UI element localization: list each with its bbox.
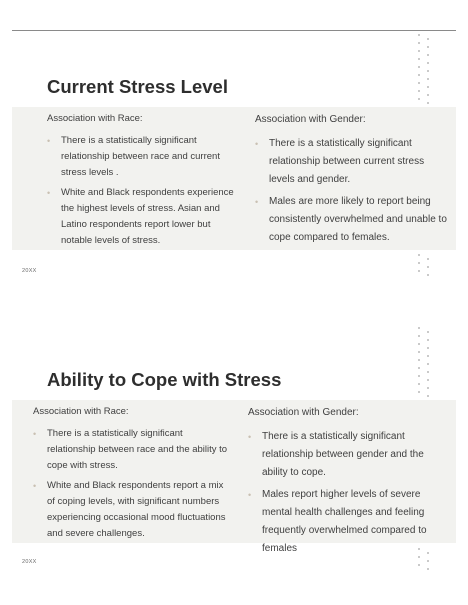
list-item: • Males report higher levels of severe mental health challenges and feeling frequently overwhelmed compared to females (248, 486, 448, 558)
race-column (47, 111, 237, 253)
decorative-dot (418, 58, 420, 60)
race-bullet-list (47, 133, 237, 249)
bullet-icon: • (248, 490, 252, 500)
decorative-dot (427, 347, 429, 349)
bullet-icon: • (33, 429, 37, 439)
decorative-dot (427, 274, 429, 276)
list-item: • There is a statistically significant relationship between race and the ability to cope with stress. (33, 428, 228, 471)
list-item: • White and Black respondents experience the highest levels of stress. Asian and Latino respondents report lower but notable levels of stress. (47, 187, 234, 246)
gender-heading: Association with Gender: (255, 114, 366, 125)
decorative-dot (418, 359, 420, 361)
slide-title: Ability to Cope with Stress (47, 369, 282, 390)
decorative-dot (418, 254, 420, 256)
gender-bullet-list (255, 135, 450, 247)
race-heading: Association with Race: (33, 406, 129, 417)
slide-ability-to-cope (0, 300, 468, 605)
bullet-icon: • (47, 188, 51, 198)
decorative-dot (427, 78, 429, 80)
decorative-dot (427, 258, 429, 260)
decorative-dot (418, 391, 420, 393)
decorative-dot (418, 351, 420, 353)
gender-bullet-list (248, 428, 448, 558)
decorative-dot (427, 62, 429, 64)
decorative-dot (418, 98, 420, 100)
race-column (33, 404, 233, 546)
decorative-dot (427, 568, 429, 570)
decorative-dot (418, 262, 420, 264)
decorative-dot (427, 266, 429, 268)
list-item: • Males are more likely to report being consistently overwhelmed and unable to cope compared to females. (255, 193, 450, 247)
race-heading: Association with Race: (47, 113, 143, 124)
decorative-dots-top (418, 325, 432, 400)
decorative-dot (427, 379, 429, 381)
gender-column (248, 404, 448, 562)
bullet-icon: • (255, 197, 259, 207)
decorative-dot (418, 335, 420, 337)
decorative-dot (427, 86, 429, 88)
race-bullet-list (33, 426, 233, 542)
decorative-dot (418, 74, 420, 76)
decorative-dot (427, 339, 429, 341)
footer-year: 20XX (22, 559, 37, 565)
decorative-dot (418, 90, 420, 92)
slide-title: Current Stress Level (47, 76, 228, 97)
decorative-dot (418, 383, 420, 385)
decorative-dots-top (418, 32, 432, 107)
decorative-dot (418, 367, 420, 369)
bullet-icon: • (248, 432, 252, 442)
decorative-dot (418, 270, 420, 272)
decorative-dot (427, 552, 429, 554)
decorative-dots-bottom (418, 252, 432, 280)
decorative-dot (418, 34, 420, 36)
decorative-dot (427, 395, 429, 397)
decorative-dot (427, 102, 429, 104)
decorative-dot (427, 371, 429, 373)
list-item: • There is a statistically significant relationship between race and current stress levels . (47, 135, 220, 178)
decorative-dot (418, 82, 420, 84)
decorative-dot (418, 564, 420, 566)
slide-current-stress-level (0, 0, 468, 290)
gender-heading: Association with Gender: (248, 407, 359, 418)
decorative-dot (418, 375, 420, 377)
decorative-dot (427, 54, 429, 56)
footer-year: 20XX (22, 268, 37, 274)
list-item: • There is a statistically significant relationship between gender and the ability to cope. (248, 428, 448, 482)
decorative-dot (427, 46, 429, 48)
bullet-icon: • (255, 139, 259, 149)
decorative-dot (418, 343, 420, 345)
decorative-dot (427, 94, 429, 96)
decorative-dot (418, 50, 420, 52)
decorative-dot (418, 66, 420, 68)
decorative-dot (418, 42, 420, 44)
decorative-dot (418, 556, 420, 558)
bullet-icon: • (47, 136, 51, 146)
decorative-dot (427, 363, 429, 365)
decorative-dot (418, 548, 420, 550)
decorative-dot (427, 331, 429, 333)
list-item: • White and Black respondents report a mix of coping levels, with significant numbers experiencing occasional mood fluctuations and severe challenges. (33, 480, 226, 539)
top-divider (12, 30, 456, 31)
gender-column (255, 111, 450, 251)
decorative-dots-bottom (418, 546, 432, 574)
decorative-dot (427, 70, 429, 72)
decorative-dot (427, 560, 429, 562)
decorative-dot (427, 387, 429, 389)
decorative-dot (427, 355, 429, 357)
list-item: • There is a statistically significant relationship between current stress levels and gender. (255, 135, 450, 189)
bullet-icon: • (33, 481, 37, 491)
decorative-dot (418, 327, 420, 329)
decorative-dot (427, 38, 429, 40)
